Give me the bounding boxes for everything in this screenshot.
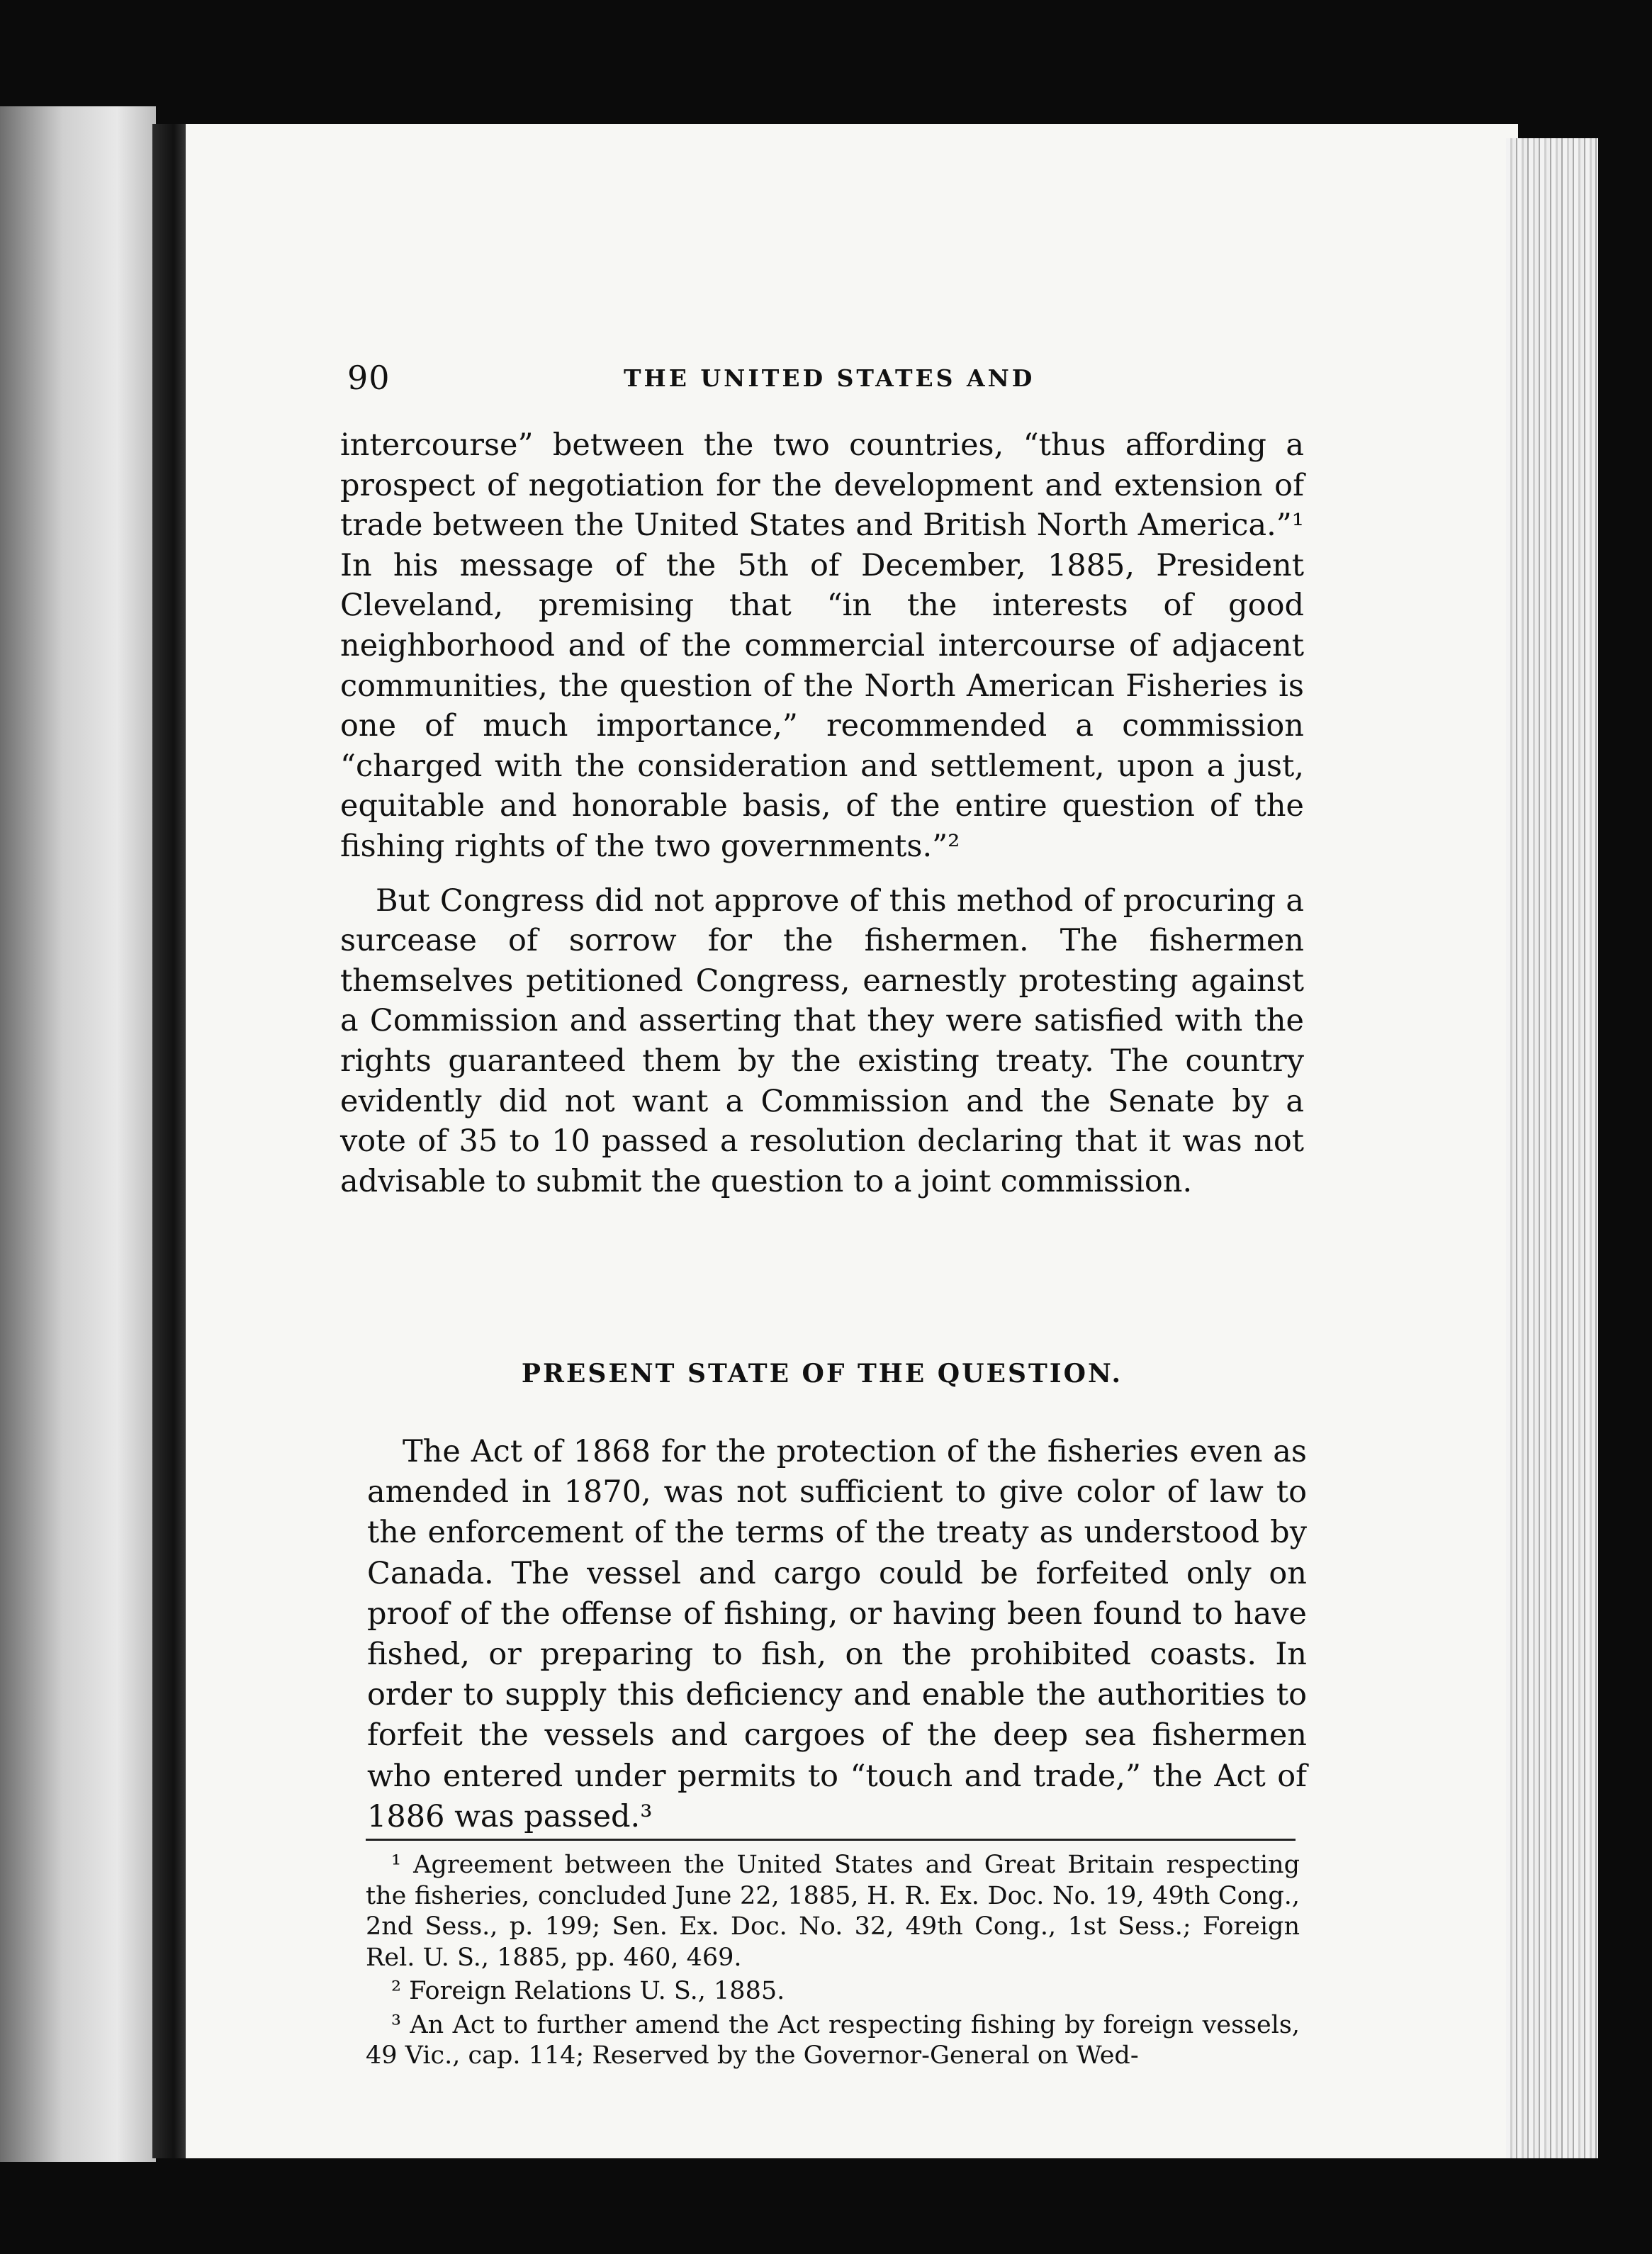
section-heading: PRESENT STATE OF THE QUESTION.: [521, 1359, 1123, 1389]
paragraph: The Act of 1868 for the protection of the fisheries even as amended in 1870, was not sufficient to give color of law to the enforcement of the terms of the treaty as understood by Canada. The vessel and cargo could be forfeited only on proof of the offense of fishing, or having been found to have fished, or preparing to fish, on the prohibited coasts. In order to supply this deficiency and enable the authorities to forfeit the vessels and cargoes of the deep sea fishermen who entered under permits to “touch and trade,” the Act of 1886 was passed.³: [367, 1434, 1307, 1834]
running-head: [347, 359, 1304, 401]
page-stack-edge: [1506, 138, 1598, 2158]
paragraph: But Congress did not approve of this method of procuring a surcease of sorrow for the fishermen. The fishermen themselves petitioned Congress, earnestly protesting against a Commission and asserting that they were satisfied with the rights guaranteed them by the existing treaty. The country evidently did not want a Commission and the Senate by a vote of 35 to 10 passed a resolution declaring that it was not advisable to submit the question to a joint commission.: [340, 882, 1304, 1199]
footnotes: [366, 1850, 1300, 2072]
facing-page-edge: [0, 106, 156, 2162]
section-body: [367, 1432, 1307, 1837]
footnote-rule: [366, 1839, 1296, 1841]
footnote: ² Foreign Relations U. S., 1885.: [391, 1977, 785, 2005]
page-number: 90: [347, 359, 390, 397]
book-gutter: [152, 124, 188, 2158]
body-text: [340, 425, 1304, 1201]
footnote: ³ An Act to further amend the Act respecting fishing by foreign vessels, 49 Vic., cap. 114; Reserved by the Governor-General on Wed-: [366, 2010, 1300, 2070]
footnote: ¹ Agreement between the United States and Great Britain respecting the fisheries, concluded June 22, 1885, H. R. Ex. Doc. No. 19, 49th Cong., 2nd Sess., p. 199; Sen. Ex. Doc. No. 32, 49th Cong., 1st Sess.; Foreign Rel. U. S., 1885, pp. 460, 469.: [366, 1851, 1300, 1972]
paragraph: intercourse” between the two countries, “thus affording a prospect of negotiation for the development and extension of trade between the United States and British North America.”¹ In his message of the 5th of December, 1885, President Cleveland, premising that “in the interests of good neighborhood and of the commercial intercourse of adjacent communities, the question of the North American Fisheries is one of much importance,” recommended a commission “charged with the consideration and settlement, upon a just, equitable and honorable basis, of the entire question of the fishing rights of the two governments.”²: [340, 427, 1304, 864]
header-title: THE UNITED STATES AND: [624, 364, 1035, 392]
